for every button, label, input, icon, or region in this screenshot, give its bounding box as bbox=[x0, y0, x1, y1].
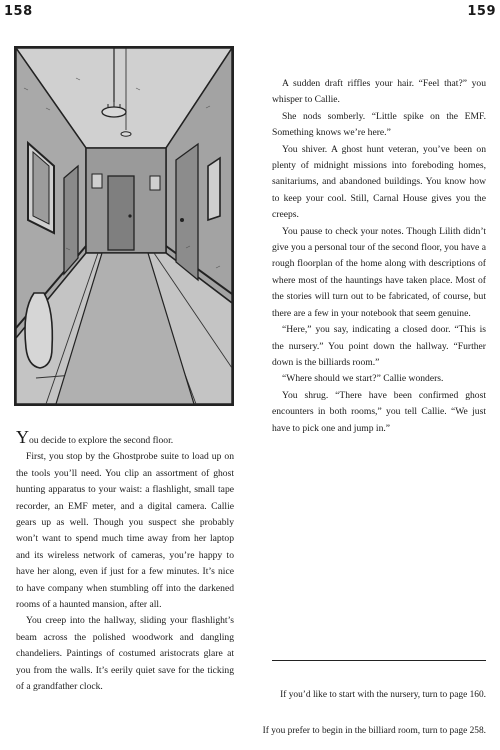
paragraph: You shiver. A ghost hunt veteran, you’ve been on plenty of midnight missions into foreboding homes, sanitariums, and abandoned buildings. You know how to keep your cool. Still, Carnal House gives you the creeps. bbox=[272, 143, 486, 221]
paragraph: She nods somberly. “Little spike on the EMF. Something knows we’re here.” bbox=[272, 110, 486, 139]
opening-text: ou decide to explore the second floor. bbox=[29, 435, 174, 446]
opening-paragraph bbox=[16, 427, 234, 449]
choice-billiard-room: If you prefer to begin in the billiard room, turn to page 258. bbox=[262, 726, 486, 736]
hallway-illustration bbox=[14, 46, 234, 406]
right-text-column bbox=[272, 76, 486, 437]
page-number-right: 159 bbox=[467, 4, 496, 19]
drop-cap: Y bbox=[16, 427, 29, 447]
choice-divider bbox=[272, 660, 486, 661]
paragraph: A sudden draft riffles your hair. “Feel that?” you whisper to Callie. bbox=[272, 78, 486, 106]
paragraph: You pause to check your notes. Though Lilith didn’t give you a personal tour of the second floor, you have a rough floorplan of the home along with descriptions of where most of the hauntings have taken place. Most of the stories will turn out to be fabricated, of course, but there are a few in your notebook that seem genuine. bbox=[272, 225, 486, 319]
page-number-left: 158 bbox=[4, 4, 33, 19]
choice-nursery: If you’d like to start with the nursery, turn to page 160. bbox=[280, 690, 486, 700]
paragraph: First, you stop by the Ghostprobe suite to load up on the tools you’ll need. You clip an assortment of ghost hunting apparatus to your waist: a flashlight, small tape recorder, an EMF meter, and a digital camera. Callie gears up as well. Though you suspect she probably won’t want to spend much time away from her laptop and its wireless network of cameras, you’re happy to have her along, even if just for a few minutes. It’s nice to have company when stumbling off into the darkened rooms of a haunted mansion, after all. bbox=[16, 451, 234, 611]
paragraph: You creep into the hallway, sliding your flashlight’s beam across the polished woodwork and dangling chandeliers. Paintings of costumed aristocrats glare at you from the walls. It’s eerily quiet save for the ticking of a grandfather clock. bbox=[16, 615, 234, 693]
paragraph: “Here,” you say, indicating a closed door. “This is the nursery.” You point down the hallway. “Further down is the billiards room.” bbox=[272, 324, 486, 368]
paragraph: You shrug. “There have been confirmed ghost encounters in both rooms,” you tell Callie. “We just have to pick one and jump in.” bbox=[272, 389, 486, 434]
left-text-column bbox=[16, 427, 234, 696]
paragraph: “Where should we start?” Callie wonders. bbox=[282, 373, 444, 385]
hallway-drawing bbox=[16, 48, 232, 404]
